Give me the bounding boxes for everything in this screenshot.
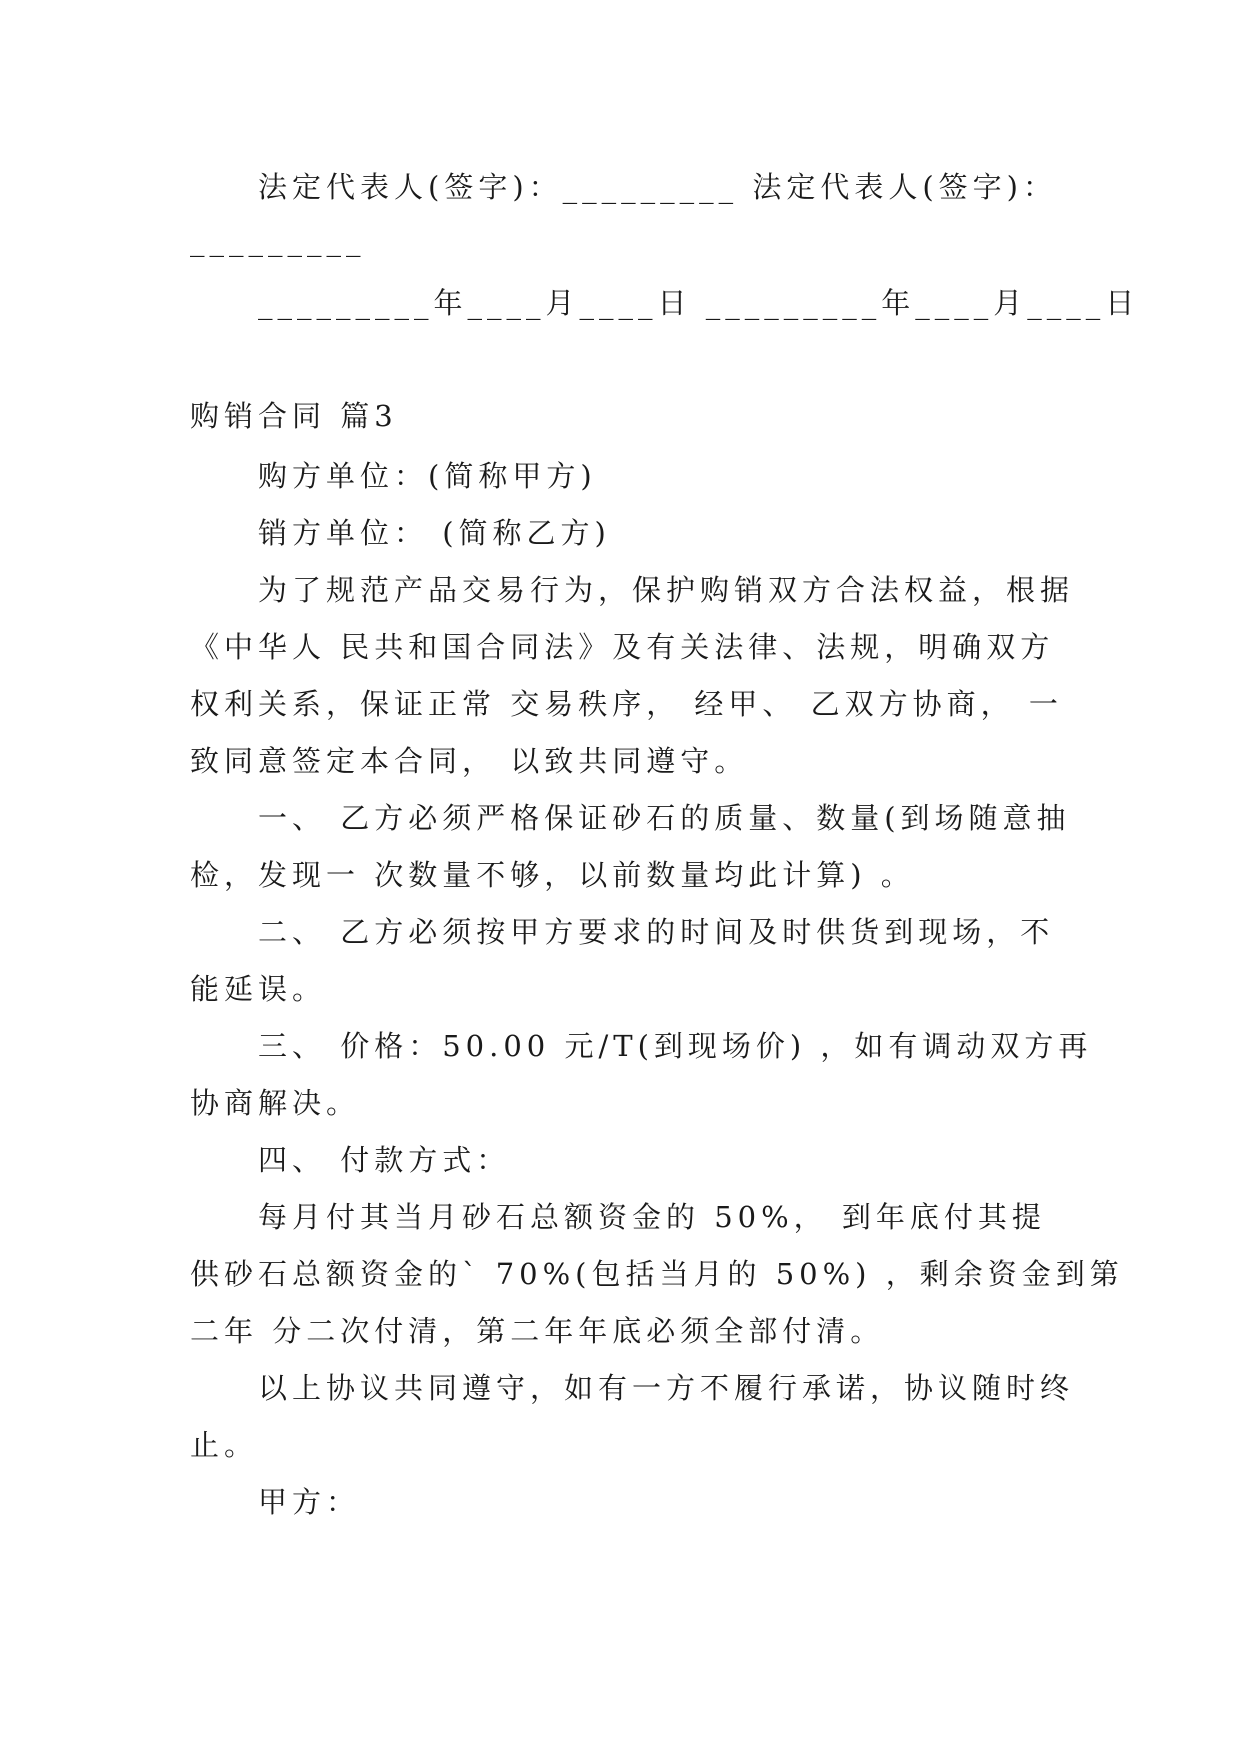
signature-line: 法定代表人(签字)：_________ 法定代表人(签字)： <box>258 170 1057 204</box>
paragraph-line: 《中华人 民共和国合同法》及有关法律、法规，明确双方 <box>190 630 1055 664</box>
paragraph-line: 以上协议共同遵守，如有一方不履行承诺，协议随时终 <box>258 1371 1075 1405</box>
paragraph-line: 协商解决。 <box>190 1086 361 1120</box>
paragraph-line: 三、 价格：50.00 元/T(到现场价) ，如有调动双方再 <box>258 1029 1093 1063</box>
buyer-line: 购方单位：(简称甲方) <box>258 459 597 493</box>
paragraph-line: 止。 <box>190 1428 259 1462</box>
party-a-label: 甲方： <box>258 1485 361 1519</box>
paragraph-line: 一、 乙方必须严格保证砂石的质量、数量(到场随意抽 <box>258 801 1071 835</box>
paragraph-line: 检，发现一 次数量不够，以前数量均此计算) 。 <box>190 858 915 892</box>
paragraph-line: 每月付其当月砂石总额资金的 50%， 到年底付其提 <box>258 1200 1046 1234</box>
paragraph-line: 致同意签定本合同， 以致共同遵守。 <box>190 744 749 778</box>
paragraph-line: 二、 乙方必须按甲方要求的时间及时供货到现场，不 <box>258 915 1055 949</box>
paragraph-line: 二年 分二次付清，第二年年底必须全部付清。 <box>190 1314 885 1348</box>
section-title: 购销合同 篇3 <box>190 399 398 433</box>
paragraph-line: 为了规范产品交易行为，保护购销双方合法权益，根据 <box>258 573 1075 607</box>
seller-line: 销方单位： (简称乙方) <box>258 516 611 550</box>
signature-blank: _________ <box>190 223 366 257</box>
date-line: _________年____月____日 _________年____月____日 <box>258 286 1140 320</box>
paragraph-line: 权利关系，保证正常 交易秩序， 经甲、 乙双方协商， 一 <box>190 687 1063 721</box>
paragraph-line: 四、 付款方式： <box>258 1143 511 1177</box>
paragraph-line: 能延误。 <box>190 972 327 1006</box>
paragraph-line: 供砂石总额资金的` 70%(包括当月的 50%) ，剩余资金到第 <box>190 1257 1124 1291</box>
